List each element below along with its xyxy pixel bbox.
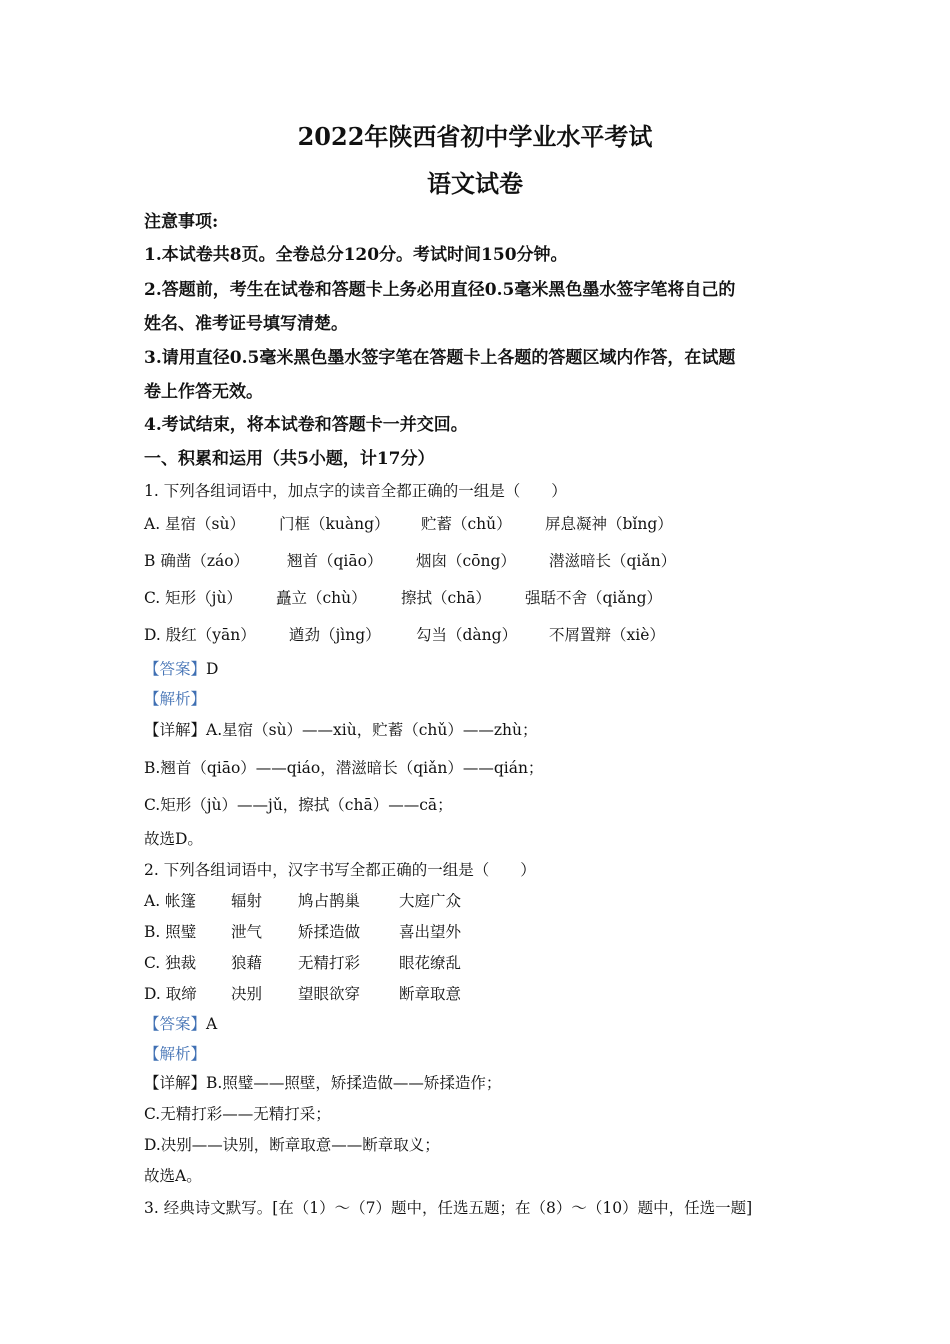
notice-item-2b: 姓名、准考证号填写清楚。 bbox=[144, 314, 348, 334]
q1-option-d-4: 不屑置辩（xiè） bbox=[549, 626, 665, 644]
q1-detail-2: B.翘首（qiāo）——qiáo，潜滋暗长（qiǎn）——qián； bbox=[144, 759, 544, 777]
q1-stem: 1. 下列各组词语中，加点字的读音全都正确的一组是（ ） bbox=[144, 482, 567, 500]
q1-option-b-3: 烟囱（cōng） bbox=[416, 552, 516, 570]
q2-answer bbox=[144, 1012, 217, 1034]
q2-analysis-tag: 【解析】 bbox=[144, 1045, 207, 1063]
notice-heading: 注意事项: bbox=[144, 212, 219, 232]
q2-option-c-2: 狼藉 bbox=[231, 954, 263, 972]
q2-option-b-3: 矫揉造做 bbox=[298, 923, 361, 941]
q2-option-b-4: 喜出望外 bbox=[399, 923, 462, 941]
q2-option-a-4: 大庭广众 bbox=[399, 892, 462, 910]
q1-option-c-4: 强聒不舍（qiǎng） bbox=[525, 589, 663, 607]
notice-item-3a: 3.请用直径0.5毫米黑色墨水签字笔在答题卡上各题的答题区域内作答，在试题 bbox=[144, 348, 736, 368]
exam-subtitle: 语文试卷 bbox=[427, 169, 523, 198]
q1-option-b-2: 翘首（qiāo） bbox=[287, 552, 383, 570]
q2-detail-1: 【详解】B.照璧——照壁，矫揉造做——矫揉造作； bbox=[144, 1074, 502, 1092]
q2-option-b-2: 泄气 bbox=[231, 923, 263, 941]
notice-item-1: 1.本试卷共8页。全卷总分120分。考试时间150分钟。 bbox=[144, 245, 568, 265]
q2-conclusion: 故选A。 bbox=[144, 1167, 202, 1185]
q2-option-d-3: 望眼欲穿 bbox=[298, 985, 361, 1003]
q2-detail-2: C.无精打彩——无精打采； bbox=[144, 1105, 331, 1123]
q2-answer-value: A bbox=[206, 1015, 218, 1033]
notice-item-2a: 2.答题前，考生在试卷和答题卡上务必用直径0.5毫米黑色墨水签字笔将自己的 bbox=[144, 280, 736, 300]
q2-option-c-1: C. 独裁 bbox=[144, 954, 197, 972]
q2-option-a-3: 鸠占鹊巢 bbox=[298, 892, 361, 910]
q2-option-d-2: 决别 bbox=[231, 985, 263, 1003]
notice-item-3b: 卷上作答无效。 bbox=[144, 382, 263, 402]
q1-option-a-1: A. 星宿（sù） bbox=[144, 515, 245, 533]
q1-answer-tag: 【答案】 bbox=[144, 660, 207, 678]
q2-stem: 2. 下列各组词语中，汉字书写全都正确的一组是（ ） bbox=[144, 861, 536, 879]
q1-conclusion: 故选D。 bbox=[144, 830, 203, 848]
q1-option-a-2: 门框（kuàng） bbox=[279, 515, 390, 533]
notice-item-4: 4.考试结束，将本试卷和答题卡一并交回。 bbox=[144, 415, 468, 435]
q1-option-b-4: 潜滋暗长（qiǎn） bbox=[549, 552, 677, 570]
section-1-heading: 一、积累和运用（共5小题，计17分） bbox=[144, 449, 435, 469]
q2-option-d-1: D. 取缔 bbox=[144, 985, 197, 1003]
q1-option-c-3: 擦拭（chā） bbox=[401, 589, 491, 607]
q1-option-d-1: D. 殷红（yān） bbox=[144, 626, 256, 644]
q1-option-a-3: 贮蓄（chǔ） bbox=[421, 515, 512, 533]
q1-answer bbox=[144, 657, 218, 679]
q2-option-a-2: 辐射 bbox=[231, 892, 263, 910]
q1-option-d-3: 勾当（dàng） bbox=[416, 626, 518, 644]
q1-option-d-2: 遒劲（jìng） bbox=[289, 626, 381, 644]
q2-option-c-4: 眼花缭乱 bbox=[399, 954, 462, 972]
exam-title: 2022年陕西省初中学业水平考试 bbox=[297, 122, 653, 151]
q2-answer-tag: 【答案】 bbox=[144, 1015, 207, 1033]
q1-answer-value: D bbox=[206, 660, 219, 678]
q2-detail-3: D.决别——诀别，断章取意——断章取义； bbox=[144, 1136, 440, 1154]
q1-detail-1: 【详解】A.星宿（sù）——xiù，贮蓄（chǔ）——zhù； bbox=[144, 721, 538, 739]
q2-option-d-4: 断章取意 bbox=[399, 985, 462, 1003]
q2-option-c-3: 无精打彩 bbox=[298, 954, 361, 972]
q1-option-c-1: C. 矩形（jù） bbox=[144, 589, 242, 607]
q1-analysis-tag: 【解析】 bbox=[144, 690, 207, 708]
q2-option-a-1: A. 帐篷 bbox=[144, 892, 197, 910]
q1-option-c-2: 矗立（chù） bbox=[276, 589, 367, 607]
q2-option-b-1: B. 照璧 bbox=[144, 923, 197, 941]
q1-detail-3: C.矩形（jù）——jǔ，擦拭（chā）——cā； bbox=[144, 796, 453, 814]
q1-option-b-1: B 确凿（záo） bbox=[144, 552, 250, 570]
q3-stem: 3. 经典诗文默写。[在（1）～（7）题中，任选五题；在（8）～（10）题中，任选一题] bbox=[144, 1199, 753, 1217]
q1-option-a-4: 屏息凝神（bǐng） bbox=[545, 515, 673, 533]
